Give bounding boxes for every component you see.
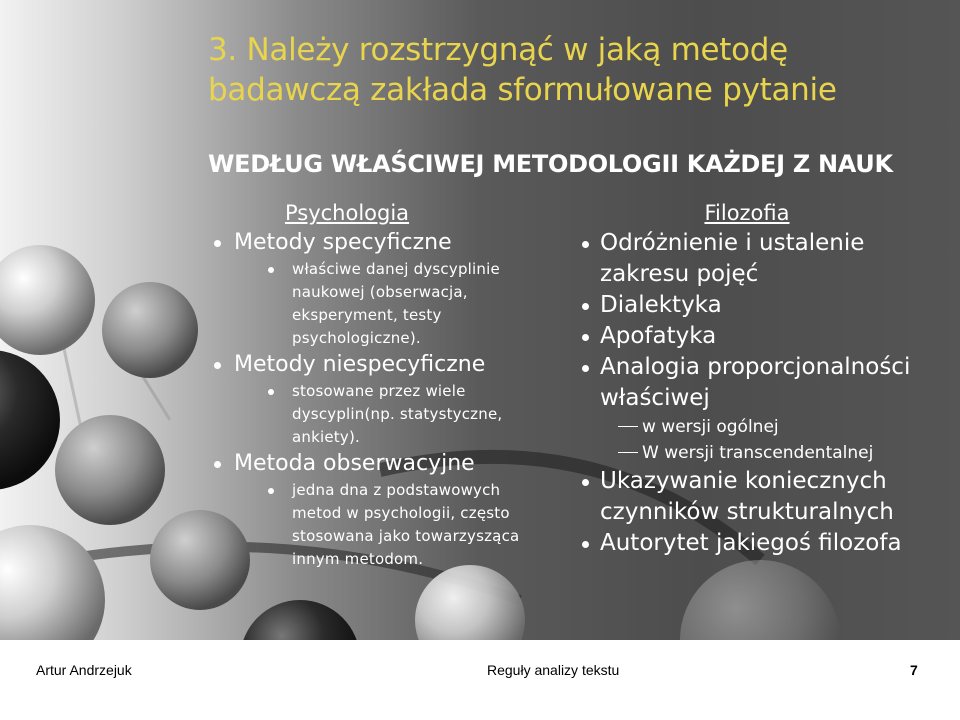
list-subitem-text: w wersji ogólnej [642, 417, 779, 437]
list-subitem [292, 380, 552, 449]
list-subitem [582, 414, 942, 440]
pushpin-ball [0, 525, 105, 640]
list-subitem-text: właściwe danej dyscyplinie naukowej (obserwacja, eksperyment, testy psychologiczne). [292, 260, 500, 347]
footer-title: Reguły analizy tekstu [487, 662, 620, 678]
dash-icon [618, 426, 638, 427]
list-subitem-text: W wersji transcendentalnej [642, 443, 874, 463]
list-subitem-text: jedna dna z podstawowych metod w psychologii, często stosowana jako towarzysząca innym metodom. [292, 481, 520, 568]
pushpin-ball [55, 415, 165, 525]
list-item: Analogia proporcjonalności właściwej [582, 352, 942, 414]
pushpin-ball [102, 282, 198, 378]
list-item: Ukazywanie koniecznych czynników strukturalnych [582, 466, 942, 528]
psychology-column [212, 198, 552, 571]
pushpin-ball [680, 560, 840, 640]
list-item: Odróżnienie i ustalenie zakresu pojęć [582, 228, 942, 290]
list-subitem [582, 440, 942, 466]
bullet-icon [268, 488, 274, 494]
pushpin-ball [240, 600, 360, 640]
dash-icon [618, 452, 638, 453]
list-subitem [292, 479, 552, 571]
slide-subtitle: WEDŁUG WŁAŚCIWEJ METODOLOGII KAŻDEJ Z NAUK [208, 150, 893, 178]
pushpin-ball [0, 245, 95, 355]
slide-title: 3. Należy rozstrzygnąć w jaką metodę badawczą zakłada sformułowane pytanie [208, 32, 837, 108]
footer-author: Artur Andrzejuk [36, 662, 132, 678]
list-subitem-text: stosowane przez wiele dyscyplin(np. statystyczne, ankiety). [292, 382, 503, 446]
philosophy-list [582, 228, 942, 559]
list-item: Autorytet jakiegoś filozofa [582, 528, 942, 559]
psychology-heading: Psychologia [284, 201, 410, 225]
slide-footer [0, 640, 960, 720]
pushpin-ball [0, 350, 60, 490]
list-item: Metody specyficzne [212, 228, 552, 258]
bullet-icon [268, 389, 274, 395]
psychology-list [212, 228, 552, 571]
list-item: Dialektyka [582, 290, 942, 321]
list-item: Metody niespecyficzne [212, 350, 552, 380]
philosophy-column [582, 198, 942, 559]
bullet-icon [268, 267, 274, 273]
list-item: Metoda obserwacyjne [212, 449, 552, 479]
list-subitem [292, 258, 552, 350]
page-number: 7 [910, 662, 918, 678]
philosophy-heading: Filozofia [704, 201, 790, 225]
list-item: Apofatyka [582, 321, 942, 352]
